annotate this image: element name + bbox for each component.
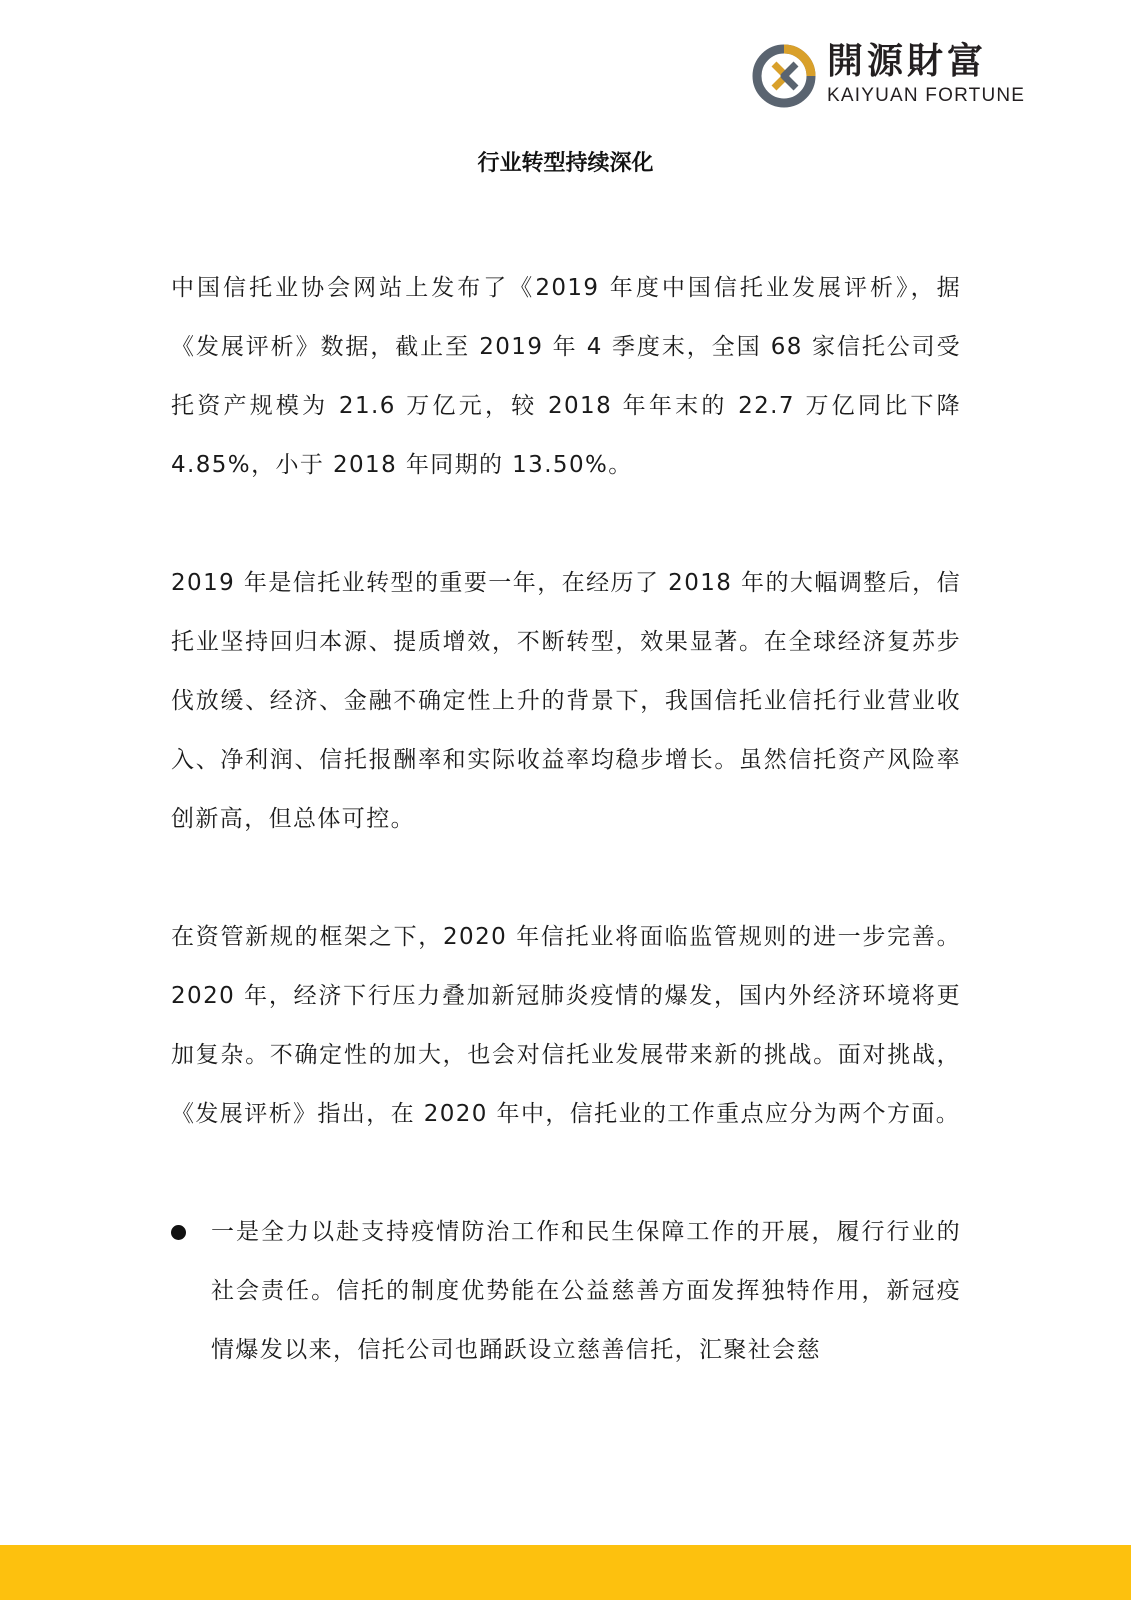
bullet-item-1	[171, 1203, 961, 1380]
page-title: 行业转型持续深化	[477, 151, 654, 176]
bullet-text: 一是全力以赴支持疫情防治工作和民生保障工作的开展，履行行业的社会责任。信托的制度优势能在公益慈善方面发挥独特作用，新冠疫情爆发以来，信托公司也踊跃设立慈善信托，汇聚社会慈	[211, 1219, 961, 1363]
footer-bar	[0, 1545, 1131, 1600]
paragraph-1: 中国信托业协会网站上发布了《2019 年度中国信托业发展评析》，据《发展评析》数据，截止至 2019 年 4 季度末，全国 68 家信托公司受托资产规模为 21.6 万亿元，较 2018 年年末的 22.7 万亿同比下降 4.85%，小于 2018 年同期的 13.50%。	[171, 275, 961, 478]
paragraph-2: 2019 年是信托业转型的重要一年，在经历了 2018 年的大幅调整后，信托业坚持回归本源、提质增效，不断转型，效果显著。在全球经济复苏步伐放缓、经济、金融不确定性上升的背景下，我国信托业信托行业营业收入、净利润、信托报酬率和实际收益率均稳步增长。虽然信托资产风险率创新高，但总体可控。	[171, 570, 961, 832]
kaiyuan-logo-icon	[752, 44, 816, 108]
article-body	[171, 259, 961, 1380]
paragraph-3: 在资管新规的框架之下，2020 年信托业将面临监管规则的进一步完善。2020 年，经济下行压力叠加新冠肺炎疫情的爆发，国内外经济环境将更加复杂。不确定性的加大，也会对信托业发展带来新的挑战。面对挑战，《发展评析》指出，在 2020 年中，信托业的工作重点应分为两个方面。	[171, 924, 961, 1127]
company-logo	[752, 40, 1042, 110]
bullet-dot-icon	[171, 1225, 186, 1240]
logo-english-name: KAIYUAN FORTUNE	[827, 85, 1026, 106]
logo-chinese-name: 開源財富	[827, 41, 988, 82]
